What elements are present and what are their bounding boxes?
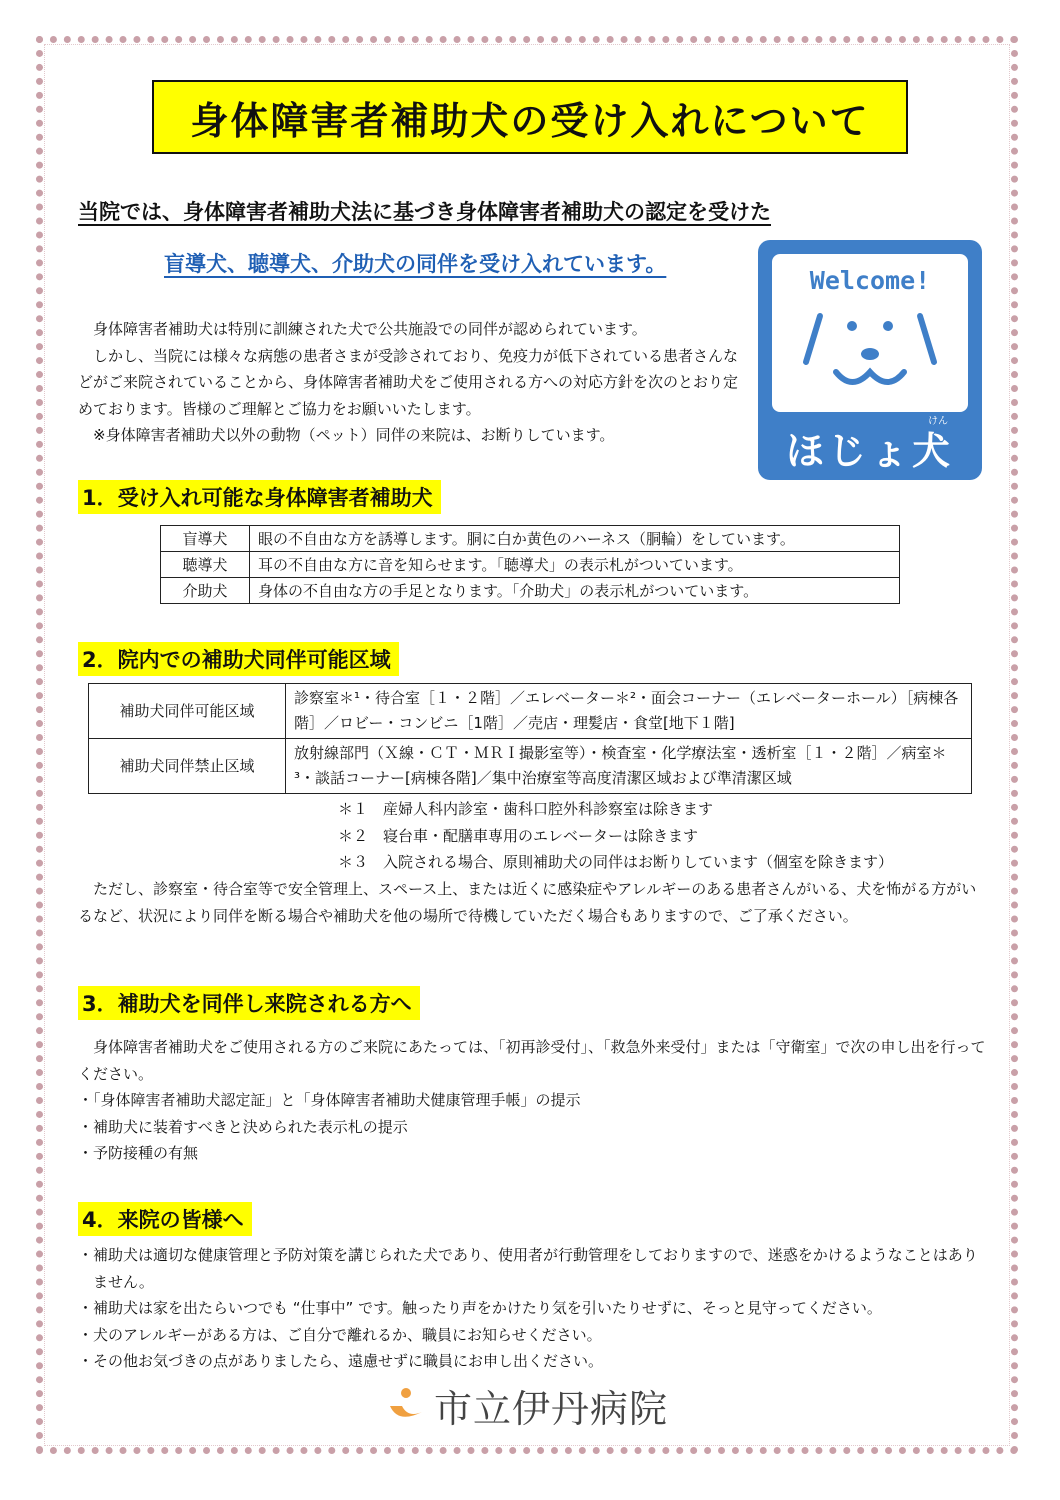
dog-types-table [160,525,900,604]
logo-face-panel [772,254,968,412]
section-4-heading: 4．来院の皆様へ [78,1202,252,1236]
intro-note: ※身体障害者補助犬以外の動物（ペット）同伴の来院は、お断りしています。 [93,426,615,444]
dog-type-cell: 介助犬 [161,578,250,604]
caution-paragraph: ただし、診察室・待合室等で安全管理上、スペース上、または近くに感染症やアレルギーのある患者さんがいる、犬を怖がる方がいるなど、状況により同伴を断る場合や補助犬を他の場所で待機していただく場合もありますので、ご了承ください。 [78,880,977,925]
hospital-mark-icon [384,1384,428,1428]
dog-desc-cell: 身体の不自由な方の手足となります。「介助犬」の表示札がついています。 [250,578,900,604]
logo-welcome-text: Welcome! [809,266,931,295]
dog-type-cell: 聴導犬 [161,552,250,578]
lead-line-1: 当院では、身体障害者補助犬法に基づき身体障害者補助犬の認定を受けた [78,200,771,224]
intro-line: しかし、当院には様々な病態の患者さまが受診されており、免疫力が低下されている患者さんなどがご来院されていることから、身体障害者補助犬をご使用される方への対応方針を次のとおり定めております。皆様のご理解とご協力をお願いいたします。 [78,346,739,418]
section-2-heading: 2．院内での補助犬同伴可能区域 [78,642,399,676]
list-item: ・その他お気づきの点がありましたら、遠慮せずに職員にお申し出ください。 [78,1352,604,1370]
dog-desc-cell: 耳の不自由な方に音を知らせます。「聴導犬」の表示札がついています。 [250,552,900,578]
section-1-heading: 1．受け入れ可能な身体障害者補助犬 [78,480,441,514]
table-row [161,552,900,578]
dog-desc-cell: 眼の不自由な方を誘導します。胴に白か黄色のハーネス（胴輪）をしています。 [250,526,900,552]
footnote: ＊２ 寝台車・配膳車専用のエレベーターは除きます [338,826,699,845]
table-row [89,684,972,739]
list-item: ・補助犬に装着すべきと決められた表示札の提示 [78,1117,408,1136]
section-3-heading: 3．補助犬を同伴し来院される方へ [78,986,420,1020]
hospital-name: 市立伊丹病院 [434,1387,669,1431]
logo-label: ほじょ犬 [785,429,954,473]
logo-ruby-text: けん [928,416,948,427]
lead-line-2: 盲導犬、聴導犬、介助犬の同伴を受け入れています。 [164,252,667,276]
footnote: ＊１ 産婦人科内診室・歯科口腔外科診察室は除きます [338,800,714,818]
section-4-body [78,1242,990,1375]
prohibited-area-text: 放射線部門（Ｘ線・ＣＴ・ＭＲＩ撮影室等）・検査室・化学療法室・透析室［１・２階］／病室＊³・談話コーナー[病棟各階]／集中治療室等高度清潔区域および準清潔区域 [286,739,972,794]
section-3-text: 身体障害者補助犬をご使用される方のご来院にあたっては、「初再診受付」、「救急外来受付」または「守衛室」で次の申し出を行ってください。 [78,1038,986,1083]
prohibited-area-label: 補助犬同伴禁止区域 [89,739,286,794]
hospital-logo [384,1378,668,1433]
intro-paragraph [78,316,738,449]
footnote: ＊３ 入院される場合、原則補助犬の同伴はお断りしています（個室を除きます） [338,853,894,871]
areas-table [88,683,972,794]
table-row [89,739,972,794]
hojoken-logo [758,240,982,480]
list-item: ・補助犬は家を出たらいつでも “仕事中” です。触ったり声をかけたり気を引いたりせずに、そっと見守ってください。 [78,1299,882,1317]
allowed-area-label: 補助犬同伴可能区域 [89,684,286,739]
intro-line: 身体障害者補助犬は特別に訓練された犬で公共施設での同伴が認められています。 [93,320,647,338]
list-item: ・予防接種の有無 [78,1144,199,1162]
table-row [161,526,900,552]
section-3-body [78,1034,990,1167]
table-row [161,578,900,604]
dog-type-cell: 盲導犬 [161,526,250,552]
area-notes [338,796,893,876]
list-item: ・「身体障害者補助犬認定証」と「身体障害者補助犬健康管理手帳」の提示 [78,1091,581,1109]
list-item: ・補助犬は適切な健康管理と予防対策を講じられた犬であり、使用者が行動管理をしておりますので、迷惑をかけるようなことはありません。 [78,1246,978,1291]
allowed-area-text: 診察室＊¹・待合室［１・２階］／エレベーター＊²・面会コーナー（エレベーターホール）［病棟各階］／ロビー・コンビニ［1階］／売店・理髪店・食堂[地下１階] [286,684,972,739]
dog-face-icon [772,254,968,412]
list-item: ・犬のアレルギーがある方は、ご自分で離れるか、職員にお知らせください。 [78,1325,602,1344]
page-title: 身体障害者補助犬の受け入れについて [152,80,908,154]
